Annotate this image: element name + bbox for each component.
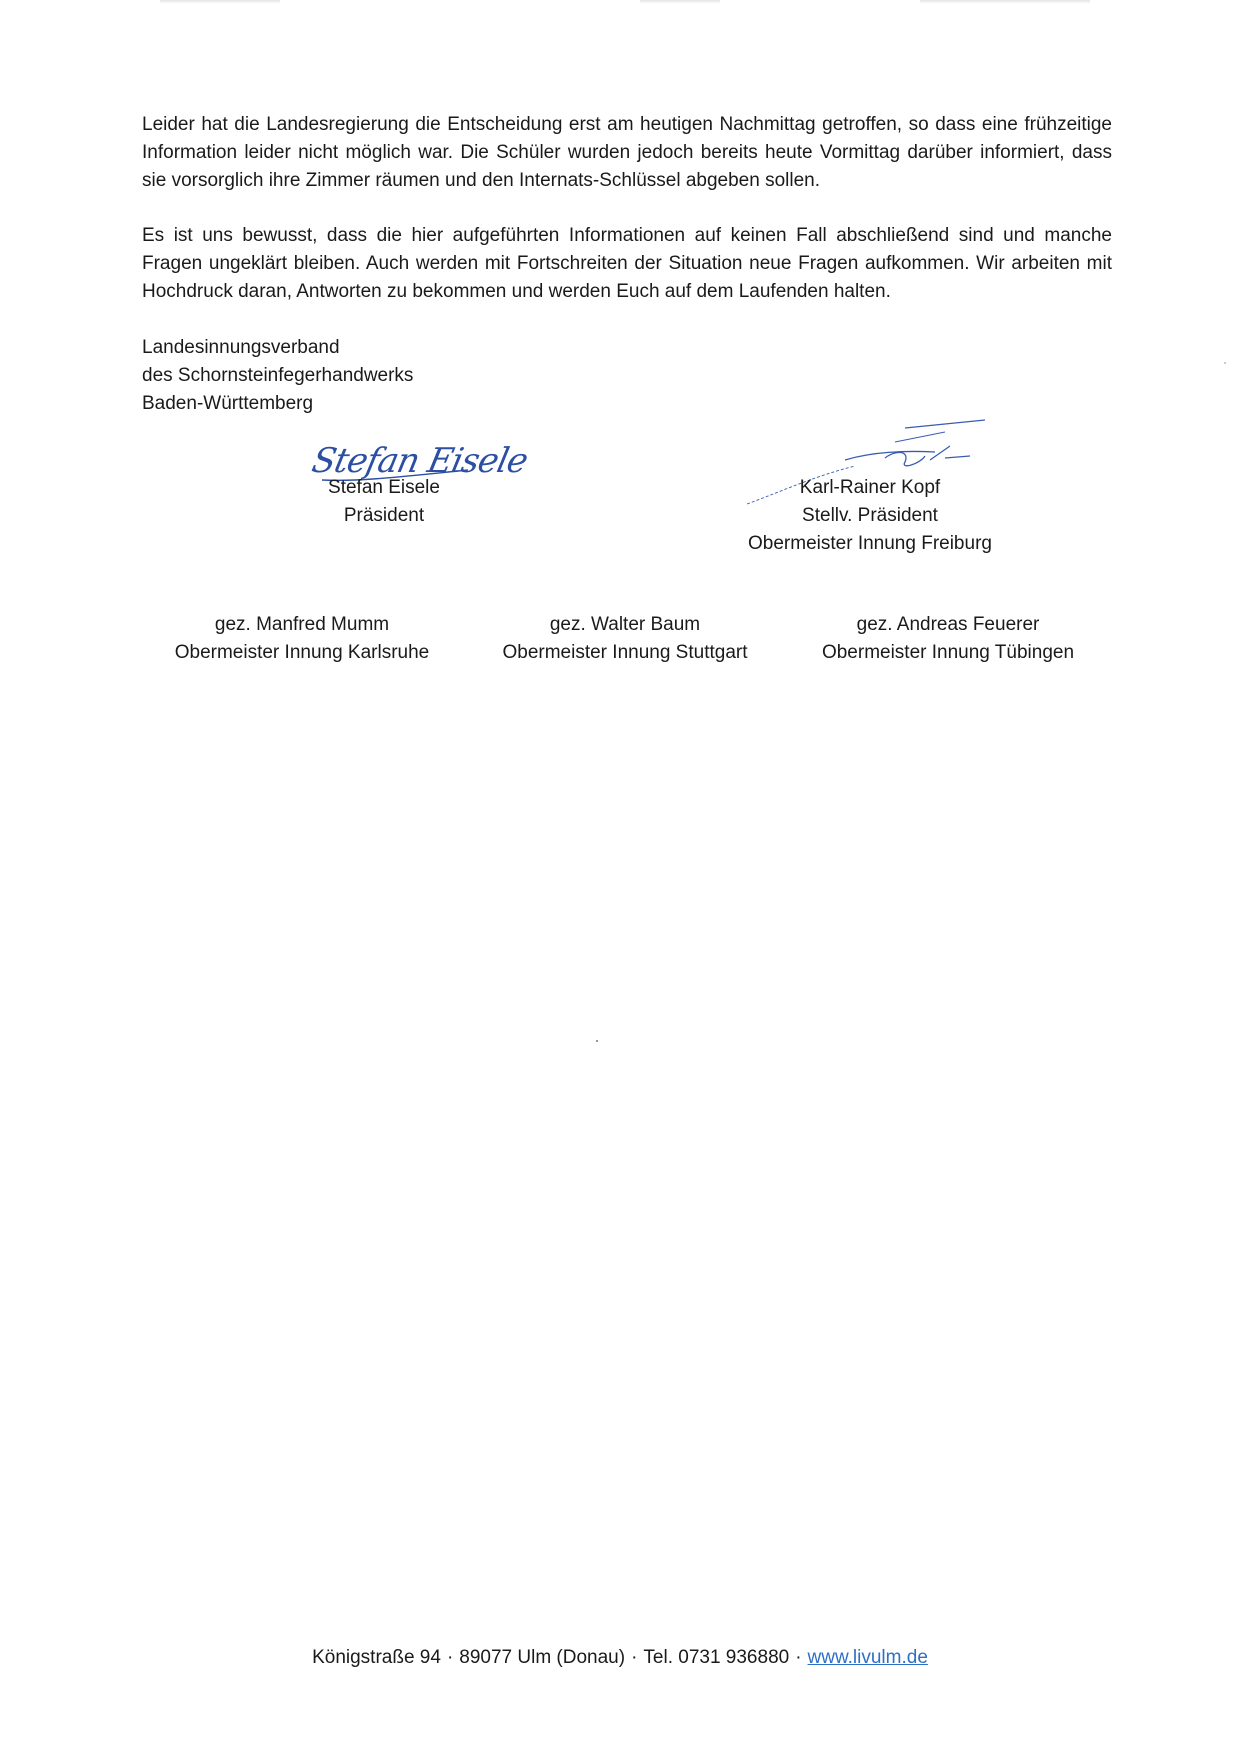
footer-street: Königstraße 94 (312, 1647, 441, 1668)
signatory-role: Obermeister Innung Karlsruhe (174, 642, 430, 663)
vice-president-title: Stellv. Präsident (802, 505, 938, 526)
footer-separator: · (631, 1647, 638, 1668)
letter-footer (0, 1644, 1240, 1672)
president-title: Präsident (343, 505, 425, 526)
organization-block (142, 334, 413, 418)
organization-line: Baden-Württemberg (142, 393, 314, 414)
signatory-name: gez. Andreas Feuerer (856, 614, 1040, 635)
footer-website-link[interactable]: www.livulm.de (807, 1647, 928, 1668)
scan-artifact (640, 0, 720, 4)
signatory-tuebingen (798, 611, 1098, 667)
vice-president-block (720, 474, 1020, 558)
signatory-karlsruhe (152, 611, 452, 667)
signatory-role: Obermeister Innung Tübingen (821, 642, 1075, 663)
letter-paragraph-1: Leider hat die Landesregierung die Entscheidung erst am heutigen Nachmittag getroffen, so dass eine frühzeitige Information leider nicht möglich war. Die Schüler wurden jedoch bereits heute Vormittag darüber informiert, dass sie vorsorglich ihre Zimmer räumen und den Internats-Schlüssel abgeben sollen. (142, 114, 1112, 191)
signatory-role: Obermeister Innung Stuttgart (502, 642, 748, 663)
footer-phone: Tel. 0731 936880 (643, 1647, 790, 1668)
scan-speck (1224, 362, 1226, 364)
scan-artifact (160, 0, 280, 4)
vice-president-role: Obermeister Innung Freiburg (748, 533, 992, 554)
organization-line: Landesinnungsverband (142, 337, 340, 358)
president-name: Stefan Eisele (328, 477, 440, 498)
footer-city: 89077 Ulm (Donau) (459, 1647, 626, 1668)
footer-separator: · (446, 1647, 454, 1668)
letter-paragraph-2: Es ist uns bewusst, dass die hier aufgeführten Informationen auf keinen Fall abschließend sind und manche Fragen ungeklärt bleiben. Auch werden mit Fortschreiten der Situation neue Fragen aufkommen. Wir arbeiten mit Hochdruck daran, Antworten zu bekommen und werden Euch auf dem Laufenden halten. (142, 225, 1112, 302)
president-block (324, 474, 444, 530)
signatory-name: gez. Manfred Mumm (214, 614, 390, 635)
organization-line: des Schornsteinfegerhandwerks (142, 365, 414, 386)
scan-artifact (920, 0, 1090, 4)
signatory-stuttgart (475, 611, 775, 667)
scan-speck (596, 1040, 598, 1042)
signature-handwriting: Stefan Eisele (308, 441, 531, 481)
signatory-name: gez. Walter Baum (549, 614, 701, 635)
vice-president-name: Karl-Rainer Kopf (799, 477, 941, 498)
footer-separator: · (795, 1647, 802, 1668)
